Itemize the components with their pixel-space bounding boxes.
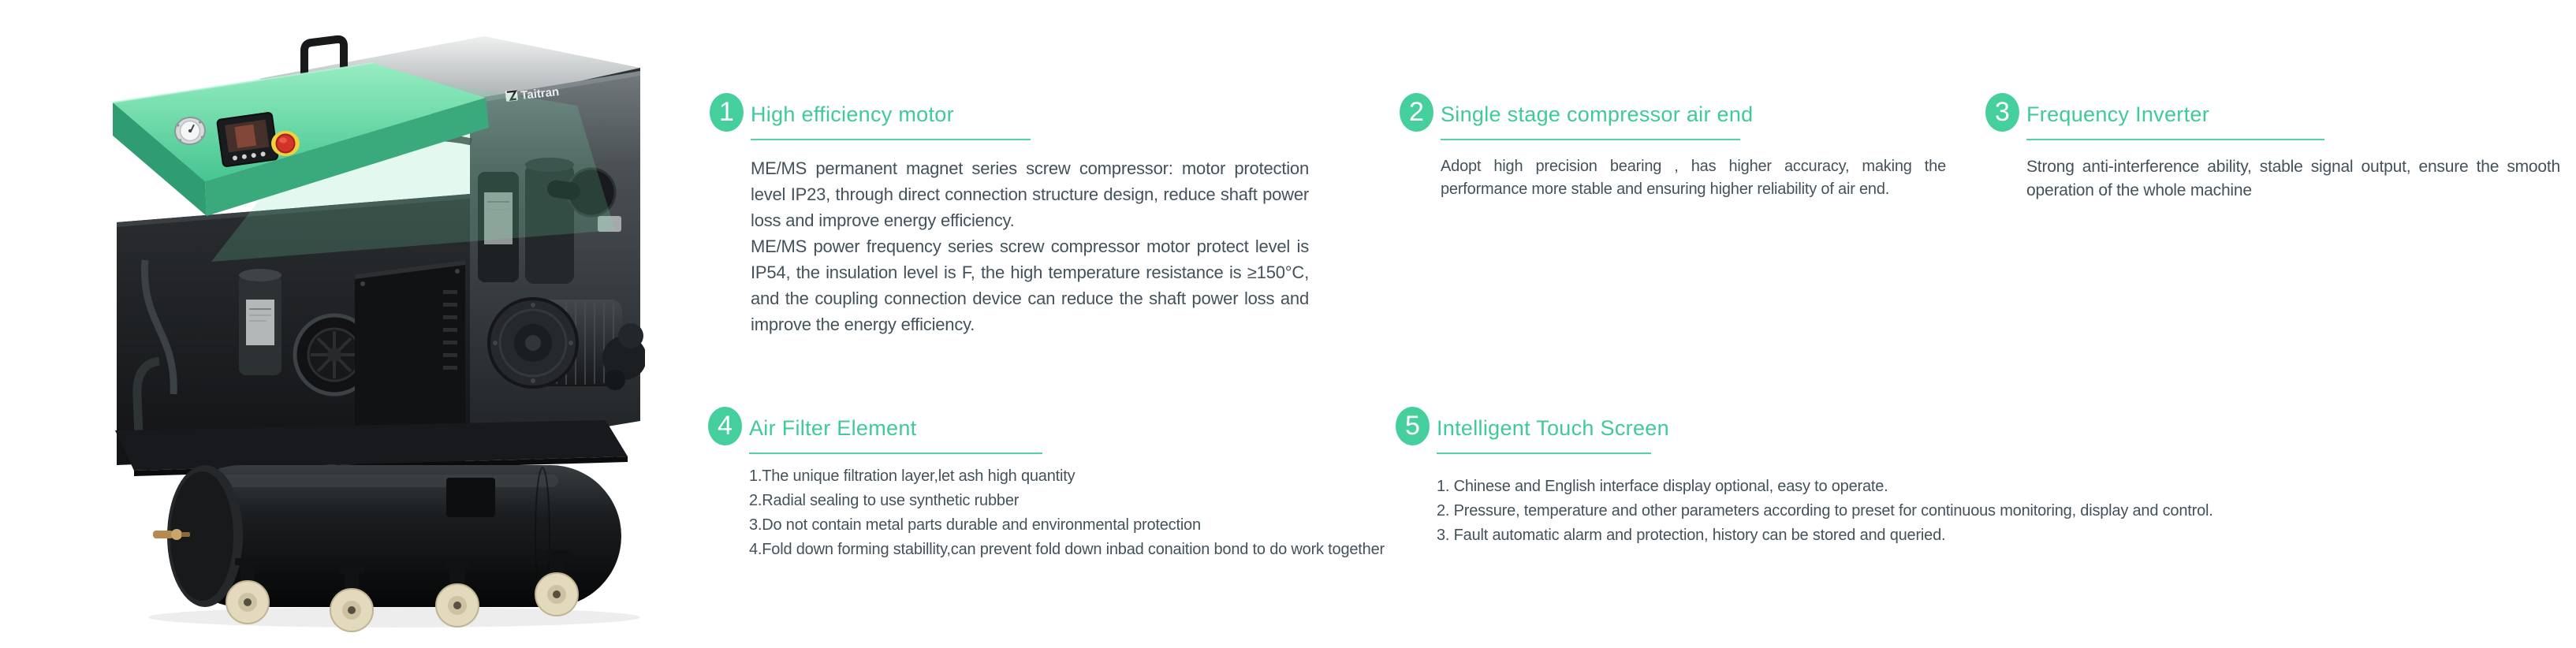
feature-list-item: 3. Fault automatic alarm and protection, history can be stored and queried. <box>1437 527 1946 544</box>
feature-list-item: 2. Pressure, temperature and other parameters according to preset for continuous monitoring, display and control. <box>1437 502 2213 520</box>
feature-list-item: 1. Chinese and English interface display optional, easy to operate. <box>1437 478 1888 495</box>
title-underline <box>2026 139 2324 140</box>
feature-number-badge: 5 <box>1396 407 1430 445</box>
feature-intelligent-touch-screen <box>1396 405 2213 548</box>
feature-body <box>1441 155 1946 201</box>
feature-number-badge: 4 <box>708 407 742 445</box>
title-underline <box>749 452 1042 454</box>
oil-filter <box>239 269 281 375</box>
feature-frequency-inverter <box>1985 91 2560 203</box>
feature-body <box>751 155 1309 337</box>
feature-title: High efficiency motor <box>751 102 954 126</box>
feature-single-stage-air-end <box>1400 91 1946 201</box>
feature-list-item: 1.The unique filtration layer,let ash high quantity <box>749 467 1076 485</box>
feature-paragraph: ME/MS power frequency series screw compressor motor protect level is IP54, the insulation level is F, the high temperature resistance is ≥150°C, and the coupling connection device can reduce the shaft power loss and improve the energy efficiency. <box>751 236 1309 334</box>
feature-paragraph: Strong anti-interference ability, stable signal output, ensure the smooth operation of the whole machine <box>2026 158 2560 199</box>
feature-list <box>749 464 1385 562</box>
title-underline <box>751 139 1031 140</box>
feature-air-filter-element <box>708 405 1385 562</box>
feature-paragraph: ME/MS permanent magnet series screw compressor: motor protection level IP23, through direct connection structure design, reduce shaft power loss and improve energy efficiency. <box>751 158 1309 230</box>
emergency-stop-button <box>271 131 300 156</box>
feature-list-item: 2.Radial sealing to use synthetic rubber <box>749 492 1020 509</box>
feature-title: Single stage compressor air end <box>1441 102 1754 126</box>
feature-title: Air Filter Element <box>749 416 917 440</box>
title-underline <box>1441 139 1740 140</box>
motor <box>489 299 622 387</box>
title-underline <box>1437 452 1651 454</box>
feature-body <box>2026 155 2560 203</box>
feature-title: Frequency Inverter <box>2026 102 2209 126</box>
touch-screen <box>217 112 278 166</box>
feature-high-efficiency-motor <box>710 91 1309 337</box>
feature-list <box>1437 475 2213 548</box>
feature-number-badge: 1 <box>710 93 744 132</box>
product-image <box>101 24 645 632</box>
compressor-illustration <box>101 24 645 632</box>
feature-title: Intelligent Touch Screen <box>1437 416 1669 440</box>
feature-list-item: 4.Fold down forming stabillity,can prevent fold down inbad conaition bond to do work together <box>749 541 1385 558</box>
feature-number-badge: 3 <box>1985 93 2019 132</box>
feature-list-item: 3.Do not contain metal parts durable and environmental protection <box>749 516 1201 534</box>
feature-paragraph: Adopt high precision bearing , has higher accuracy, making the performance more stable and ensuring higher reliability of air end. <box>1441 158 1946 198</box>
brand-name: Taitran <box>520 84 560 102</box>
feature-number-badge: 2 <box>1400 93 1433 132</box>
